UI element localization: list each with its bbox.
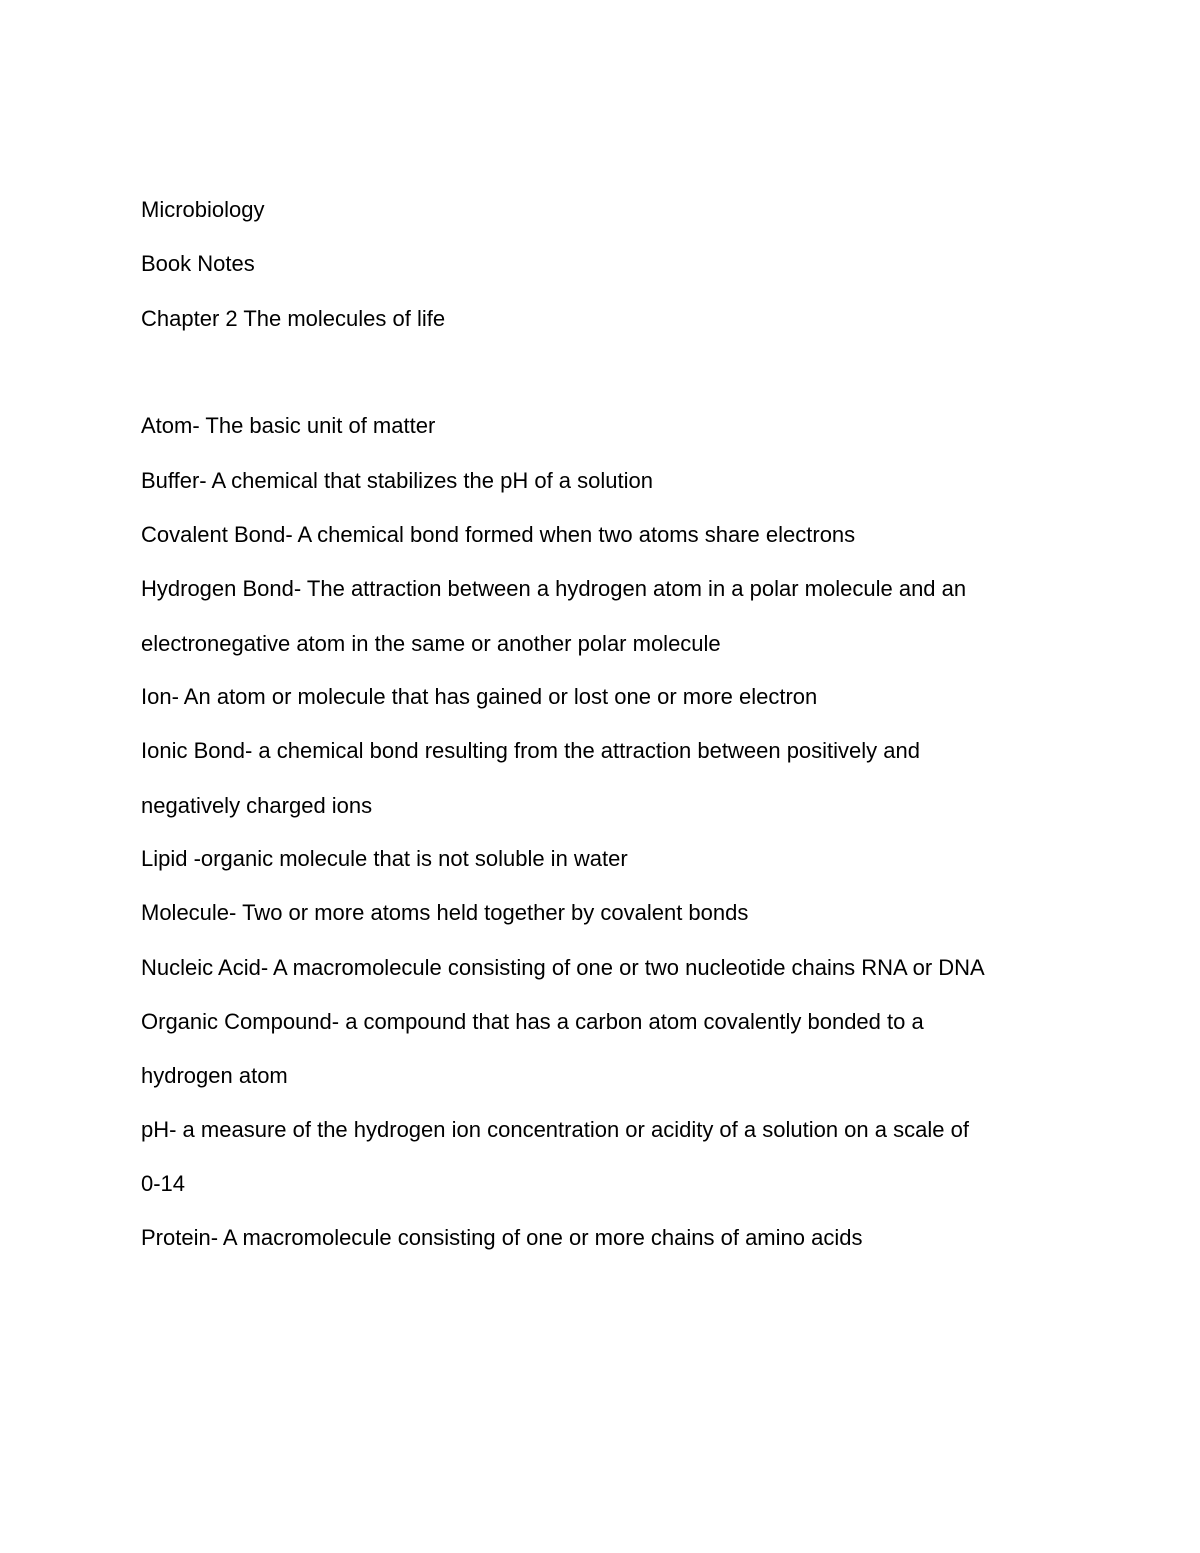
definition-line-ionic-bond: Ionic Bond- a chemical bond resulting from the attraction between positively and — [141, 738, 920, 763]
definition-line-molecule: Molecule- Two or more atoms held together by covalent bonds — [141, 900, 749, 925]
notes-type: Book Notes — [141, 251, 255, 276]
definition-line-buffer: Buffer- A chemical that stabilizes the pH of a solution — [141, 468, 653, 493]
definition-line-hydrogen-bond-cont: electronegative atom in the same or another polar molecule — [141, 631, 721, 656]
definition-line-covalent-bond: Covalent Bond- A chemical bond formed when two atoms share electrons — [141, 522, 856, 547]
definition-line-ph-cont: 0-14 — [141, 1171, 186, 1196]
definition-line-protein: Protein- A macromolecule consisting of one or more chains of amino acids — [141, 1225, 863, 1250]
definition-line-ph: pH- a measure of the hydrogen ion concentration or acidity of a solution on a scale of — [141, 1117, 969, 1142]
definition-line-nucleic-acid: Nucleic Acid- A macromolecule consisting of one or two nucleotide chains RNA or DNA — [141, 955, 985, 980]
definition-line-lipid: Lipid -organic molecule that is not soluble in water — [141, 846, 628, 871]
definition-line-atom: Atom- The basic unit of matter — [141, 413, 436, 438]
definition-line-organic-compound: Organic Compound- a compound that has a carbon atom covalently bonded to a — [141, 1009, 924, 1034]
definition-line-ion: Ion- An atom or molecule that has gained or lost one or more electron — [141, 684, 818, 709]
course-title: Microbiology — [141, 197, 265, 222]
chapter-title: Chapter 2 The molecules of life — [141, 306, 446, 331]
definition-line-hydrogen-bond: Hydrogen Bond- The attraction between a hydrogen atom in a polar molecule and an — [141, 576, 967, 601]
definition-line-ionic-bond-cont: negatively charged ions — [141, 793, 373, 818]
definition-line-organic-compound-cont: hydrogen atom — [141, 1063, 288, 1088]
